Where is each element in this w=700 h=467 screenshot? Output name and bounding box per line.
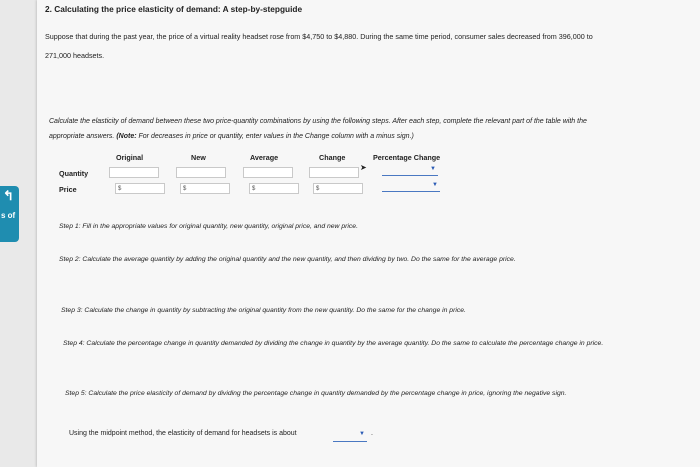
side-tab-label: s of <box>1 211 16 220</box>
step-5: Step 5: Calculate the price elasticity of demand by dividing the percentage change in quantity demanded by the percentage change in price, ignoring the negative sign. <box>65 390 567 397</box>
chevron-down-icon: ▼ <box>432 182 438 188</box>
answer-end: . <box>371 430 373 437</box>
col-change: Change <box>319 153 346 162</box>
col-original: Original <box>116 153 144 162</box>
return-arrow-icon: ↰ <box>3 188 14 203</box>
question-title: 2. Calculating the price elasticity of demand: A step-by-stepguide <box>45 4 303 14</box>
quantity-change-input[interactable] <box>309 167 359 178</box>
price-new-input[interactable]: $ <box>180 183 230 194</box>
question-intro: Suppose that during the past year, the price of a virtual reality headset rose from $4,750 to $4,880. During the same time period, consumer sales decreased from 396,000 to 271,000 headsets. <box>45 32 593 60</box>
price-original-input[interactable]: $ <box>115 183 165 194</box>
col-percentage-change: Percentage Change <box>373 153 441 162</box>
step-3: Step 3: Calculate the change in quantity by subtracting the original quantity from the new quantity. Do the same for the change in price. <box>61 307 466 314</box>
row-label-quantity: Quantity <box>59 169 89 178</box>
row-label-price: Price <box>59 185 77 194</box>
price-change-input[interactable]: $ <box>313 183 363 194</box>
instructions-text: Calculate the elasticity of demand between these two price-quantity combinations by using the following steps. After each step, complete the relevant part of the table with the appropriate answers. <box>49 118 587 140</box>
question-panel <box>37 0 700 467</box>
answer-text: Using the midpoint method, the elasticity of demand for headsets is about <box>69 430 297 437</box>
note-text: For decreases in price or quantity, enter values in the Change column with a minus sign.) <box>138 133 414 140</box>
col-average: Average <box>250 153 279 162</box>
step-2: Step 2: Calculate the average quantity by adding the original quantity and the new quantity, and then dividing by two. Do the same for the average price. <box>59 256 516 263</box>
note-label: (Note: <box>116 133 137 140</box>
price-average-input[interactable]: $ <box>249 183 299 194</box>
chevron-down-icon: ▼ <box>359 431 365 437</box>
instructions <box>49 114 614 144</box>
elasticity-answer-select[interactable] <box>333 431 367 442</box>
col-new: New <box>191 153 206 162</box>
price-percentage-change-select[interactable] <box>382 181 440 192</box>
side-tab-widget[interactable] <box>0 186 19 242</box>
chevron-down-icon: ▼ <box>430 166 436 172</box>
mouse-cursor-icon: ➤ <box>360 163 367 172</box>
quantity-original-input[interactable] <box>109 167 159 178</box>
quantity-percentage-change-select[interactable] <box>382 165 438 176</box>
step-4: Step 4: Calculate the percentage change in quantity demanded by dividing the change in quantity by the average quantity. Do the same to calculate the percentage change in price. <box>63 340 604 347</box>
quantity-new-input[interactable] <box>176 167 226 178</box>
quantity-average-input[interactable] <box>243 167 293 178</box>
step-1: Step 1: Fill in the appropriate values for original quantity, new quantity, original price, and new price. <box>59 223 358 230</box>
